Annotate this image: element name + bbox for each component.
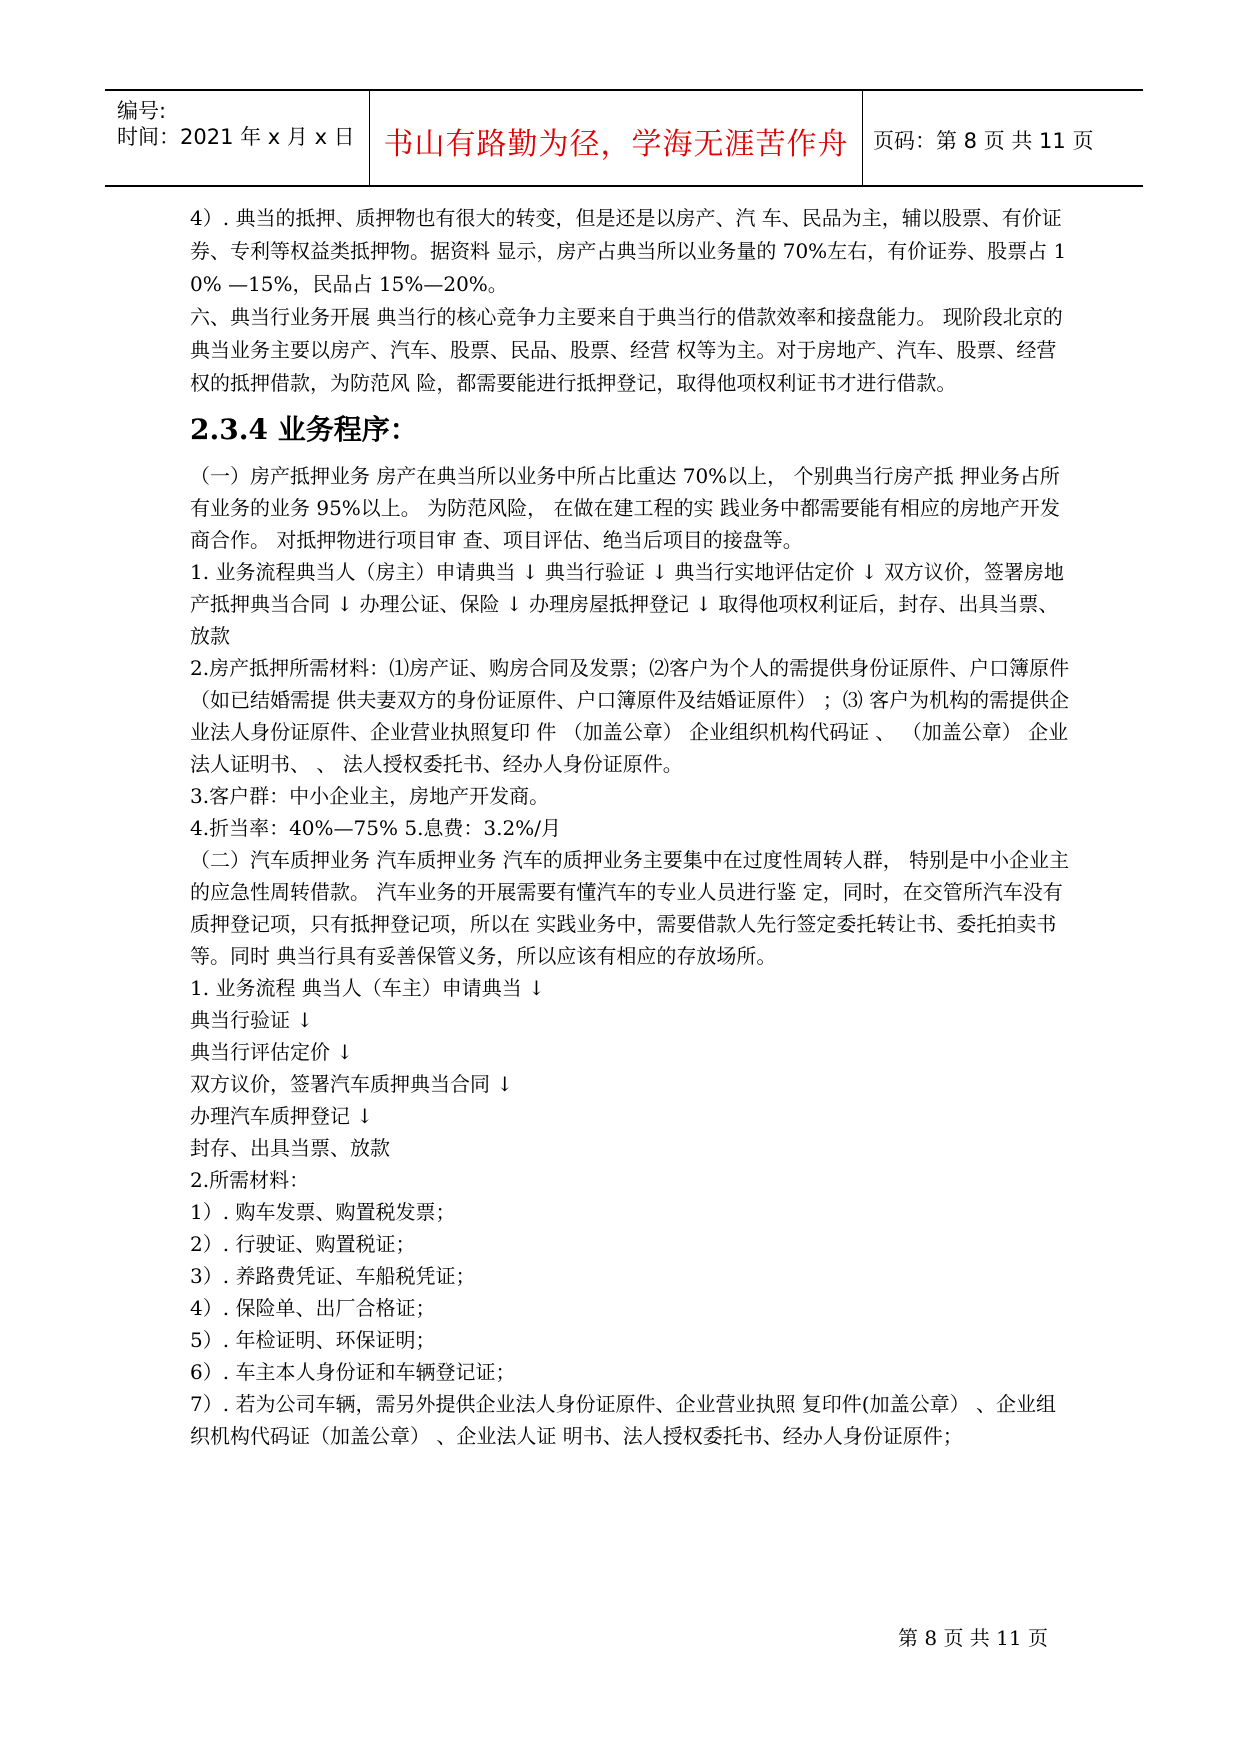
section-heading: 2.3.4 业务程序： (190, 413, 418, 446)
list-item: 4）. 保险单、出厂合格证； (190, 1296, 436, 1320)
list-item: 6）. 车主本人身份证和车辆登记证； (190, 1360, 516, 1384)
list-item: 7）. 若为公司车辆，需另外提供企业法人身份证原件、企业营业执照 复印件(加盖公章） 、企业组织机构代码证（加盖公章） 、企业法人证 明书、法人授权委托书、经办人身份证原件； (190, 1392, 1056, 1448)
list-item: 典当行评估定价 ↓ (190, 1040, 354, 1064)
paragraph: 六、典当行业务开展 典当行的核心竞争力主要来自于典当行的借款效率和接盘能力。 现阶段北京的典当业务主要以房产、汽车、股票、民品、股票、经营 权等为主。对于房地产、汽车、股票、经营权的抵押借款，为防范风 险，都需要能进行抵押登记，取得他项权利证书才进行借款。 (190, 305, 1063, 395)
list-item: 1. 业务流程 典当人（车主）申请典当 ↓ (190, 976, 545, 1000)
document-body (190, 202, 1070, 1452)
list-item: 5）. 年检证明、环保证明； (190, 1328, 436, 1352)
list-item: 2.所需材料： (190, 1168, 310, 1192)
paragraph: （二）汽车质押业务 汽车质押业务 汽车的质押业务主要集中在过度性周转人群， 特别是中小企业主 的应急性周转借款。 汽车业务的开展需要有懂汽车的专业人员进行鉴 定，同时，在交管所汽车没有质押登记项，只有抵押登记项，所以在 实践业务中，需要借款人先行签定委托转让书、委托拍卖书等。同时 典当行具有妥善保管义务，所以应该有相应的存放场所。 (190, 848, 1070, 968)
header-page-cell (861, 91, 1143, 185)
paragraph: 4）. 典当的抵押、质押物也有很大的转变，但是还是以房产、汽 车、民品为主，辅以股票、有价证券、专利等权益类抵押物。据资料 显示，房产占典当所以业务量的 70%左右，有价证券、股票占 10% —15%，民品占 15%—20%。 (190, 206, 1067, 296)
list-item: 1）. 购车发票、购置税发票； (190, 1200, 456, 1224)
list-item: 双方议价，签署汽车质押典当合同 ↓ (190, 1072, 514, 1096)
paragraph: 3.客户群：中小企业主，房地产开发商。 (190, 784, 550, 808)
list-item: 封存、出具当票、放款 (190, 1136, 390, 1160)
list-item: 典当行验证 ↓ (190, 1008, 314, 1032)
header-page-label: 页码：第 8 页 共 11 页 (873, 129, 1094, 153)
header-info-cell (105, 91, 369, 185)
list-item: 3）. 养路费凭证、车船税凭证； (190, 1264, 476, 1288)
header-motto: 书山有路勤为径，学海无涯苦作舟 (383, 127, 849, 162)
list-item: 2）. 行驶证、购置税证； (190, 1232, 416, 1256)
paragraph: （一）房产抵押业务 房产在典当所以业务中所占比重达 70%以上， 个别典当行房产抵 押业务占所有业务的业务 95%以上。 为防范风险， 在做在建工程的实 践业务中都需要能有相应的房地产开发商合作。 对抵押物进行项目审 查、项目评估、绝当后项目的接盘等。 (190, 464, 1060, 552)
paragraph: 1. 业务流程典当人（房主）申请典当 ↓ 典当行验证 ↓ 典当行实地评估定价 ↓ 双方议价，签署房地产抵押典当合同 ↓ 办理公证、保险 ↓ 办理房屋抵押登记 ↓ 取得他项权利证后，封存、出具当票、 放款 (190, 560, 1064, 648)
paragraph: 4.折当率：40%—75% 5.息费：3.2%/月 (190, 816, 561, 840)
header-table (105, 89, 1143, 187)
header-motto-cell (369, 91, 863, 185)
list-item: 办理汽车质押登记 ↓ (190, 1104, 374, 1128)
document-time-label: 时间：2021 年 x 月 x 日 (117, 125, 355, 149)
document-number-label: 编号: (117, 99, 167, 123)
page-footer: 第 8 页 共 11 页 (898, 1626, 1048, 1650)
paragraph: 2.房产抵押所需材料：⑴房产证、购房合同及发票；⑵客户为个人的需提供身份证原件、户口簿原件（如已结婚需提 供夫妻双方的身份证原件、户口簿原件及结婚证原件） ；⑶ 客户为机构的需提供企业法人身份证原件、企业营业执照复印 件 （加盖公章） 企业组织机构代码证 、 （加盖公章） 企业法人证明书、 、 法人授权委托书、经办人身份证原件。 (190, 656, 1070, 776)
